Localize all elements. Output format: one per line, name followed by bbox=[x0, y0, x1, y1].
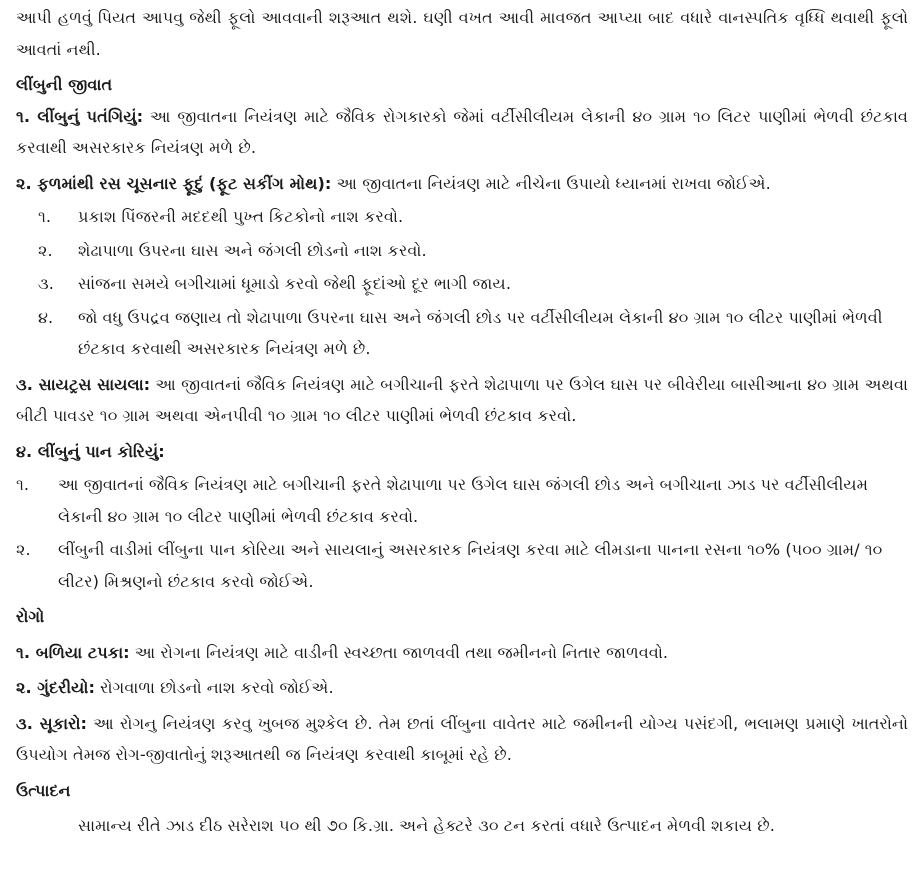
list-item-text: પ્રકાશ પિંજરની મદદથી પુખ્ત કિટકોનો નાશ કરવો. bbox=[78, 207, 404, 226]
disease-item-1-title: ૧. બળિયા ટપકા: bbox=[16, 642, 130, 662]
pest-item-2-steps bbox=[16, 201, 908, 365]
list-item bbox=[16, 268, 908, 300]
production-text: સામાન્ય રીતે ઝાડ દીઠ સરેરાશ ૫૦ થી ૭૦ કિ.ગ્રા. અને હેક્ટરે ૩૦ ટન કરતાં વધારે ઉત્પાદન મેળવી શકાય છે. bbox=[78, 816, 775, 835]
list-item bbox=[16, 469, 908, 532]
list-item-text: આ જીવાતનાં જૈવિક નિયંત્રણ માટે બગીચાની ફરતે શેઢાપાળા પર ઉગેલ ઘાસ જંગલી છોડ અને બગીચાના ઝાડ પર વર્ટીસીલીયમ લેકાની ૪૦ ગ્રામ ૧૦ લીટર પાણીમાં ભેળવી છંટકાવ કરવો. bbox=[58, 475, 869, 526]
pest-item-2-text: આ જીવાતના નિયંત્રણ માટે નીચેના ઉપાયો ધ્યાનમાં રાખવા જોઈએ. bbox=[331, 173, 771, 193]
pest-item-3 bbox=[16, 369, 908, 432]
pest-item-1-title: ૧. લીંબુનું પતંગિયું: bbox=[16, 106, 144, 126]
pest-item-3-text: આ જીવાતનાં જૈવિક નિયંત્રણ માટે બગીચાની ફરતે શેઢાપાળા પર ઉગેલ ઘાસ પર બીવેરીયા બાસીઆના ૪૦ ગ્રામ અથવા બીટી પાવડર ૧૦ ગ્રામ અથવા એનપીવી ૧૦ ગ્રામ ૧૦ લીટર પાણીમાં ભેળવી છંટકાવ કરવો. bbox=[16, 374, 908, 425]
pest-item-1-text: આ જીવાતના નિયંત્રણ માટે જૈવિક રોગકારકો જેમાં વર્ટીસીલીયમ લેકાની ૪૦ ગ્રામ ૧૦ લિટર પાણીમાં ભેળવી છંટકાવ કરવાથી અસરકારક નિયંત્રણ મળે છે. bbox=[16, 106, 908, 157]
diseases-heading: રોગો bbox=[16, 607, 45, 626]
list-item bbox=[16, 235, 908, 267]
list-item-number: ૧. bbox=[38, 207, 52, 226]
list-item-number: ૧. bbox=[16, 475, 30, 494]
pest-item-2 bbox=[16, 168, 908, 200]
disease-item-2-title: ૨. ગુંદરીયો: bbox=[16, 678, 95, 697]
pest-item-4-steps bbox=[16, 469, 908, 597]
list-item-text: સાંજના સમયે બગીચામાં ધૂમાડો કરવો જેથી ફૂદાંઓ દૂર ભાગી જાય. bbox=[78, 274, 511, 293]
list-item-number: ૩. bbox=[38, 274, 54, 293]
disease-item-2 bbox=[16, 672, 908, 704]
intro-paragraph: આપી હળવું પિયત આપવુ જેથી ફૂલો આવવાની શરૂઆત થશે. ઘણી વખત આવી માવજત આપ્યા બાદ વધારે વાનસ્પતિક વૃધ્ધિ થવાથી ફૂલો આવતાં નથી. bbox=[16, 8, 908, 59]
disease-item-1-text: આ રોગના નિયંત્રણ માટે વાડીની સ્વચ્છતા જાળવવી તથા જમીનનો નિતાર જાળવવો. bbox=[129, 642, 669, 662]
pest-item-4-title: ૪. લીંબુનું પાન કોરિયું: bbox=[16, 441, 165, 461]
pests-heading: લીંબુની જીવાત bbox=[16, 75, 113, 94]
production-heading: ઉત્પાદન bbox=[16, 780, 71, 800]
list-item-text: શેઢાપાળા ઉપરના ઘાસ અને જંગલી છોડનો નાશ કરવો. bbox=[78, 240, 427, 260]
pest-item-1 bbox=[16, 101, 908, 164]
list-item-text: જો વધુ ઉપદ્રવ જણાય તો શેઢાપાળા ઉપરના ઘાસ અને જંગલી છોડ પર વર્ટીસીલીયમ લેકાની ૪૦ ગ્રામ ૧૦ લીટર પાણીમાં ભેળવી છંટકાવ કરવાથી અસરકારક નિયંત્રણ મળે છે. bbox=[78, 307, 883, 358]
disease-item-1 bbox=[16, 637, 908, 669]
list-item-text: લીંબુની વાડીમાં લીંબુના પાન કોરિયા અને સાયલાનું અસરકારક નિયંત્રણ કરવા માટે લીમડાના પાનના રસના ૧૦% (૫૦૦ ગ્રામ/ ૧૦ લીટર) મિશ્રણનો છંટકાવ કરવો જોઈએ. bbox=[58, 540, 883, 591]
disease-item-3-title: ૩. સૂકારો: bbox=[16, 713, 88, 733]
pest-item-2-title: ૨. ફળમાંથી રસ ચૂસનાર ફૂદું (ફૂટ સકીંગ મોથ): bbox=[16, 173, 332, 193]
list-item-number: ૪. bbox=[38, 307, 54, 327]
disease-item-2-text: રોગવાળા છોડનો નાશ કરવો જોઈએ. bbox=[94, 678, 334, 697]
pest-item-3-title: ૩. સાયટ્રસ સાયલા: bbox=[16, 374, 151, 394]
list-item bbox=[16, 302, 908, 365]
disease-item-3 bbox=[16, 708, 908, 771]
list-item-number: ૨. bbox=[16, 540, 31, 559]
list-item bbox=[16, 201, 908, 233]
list-item bbox=[16, 534, 908, 597]
disease-item-3-text: આ રોગનુ નિયંત્રણ કરવુ ખુબજ મુશ્કેલ છે. તેમ છતાં લીંબુના વાવેતર માટે જમીનની યોગ્ય પસંદગી, ભલામણ પ્રમાણે ખાતરોનો ઉપયોગ તેમજ રોગ-જીવાતોનું શરૂઆતથી જ નિયંત્રણ કરવાથી કાબૂમાં રહે છે. bbox=[16, 713, 909, 764]
list-item-number: ૨. bbox=[38, 240, 53, 260]
